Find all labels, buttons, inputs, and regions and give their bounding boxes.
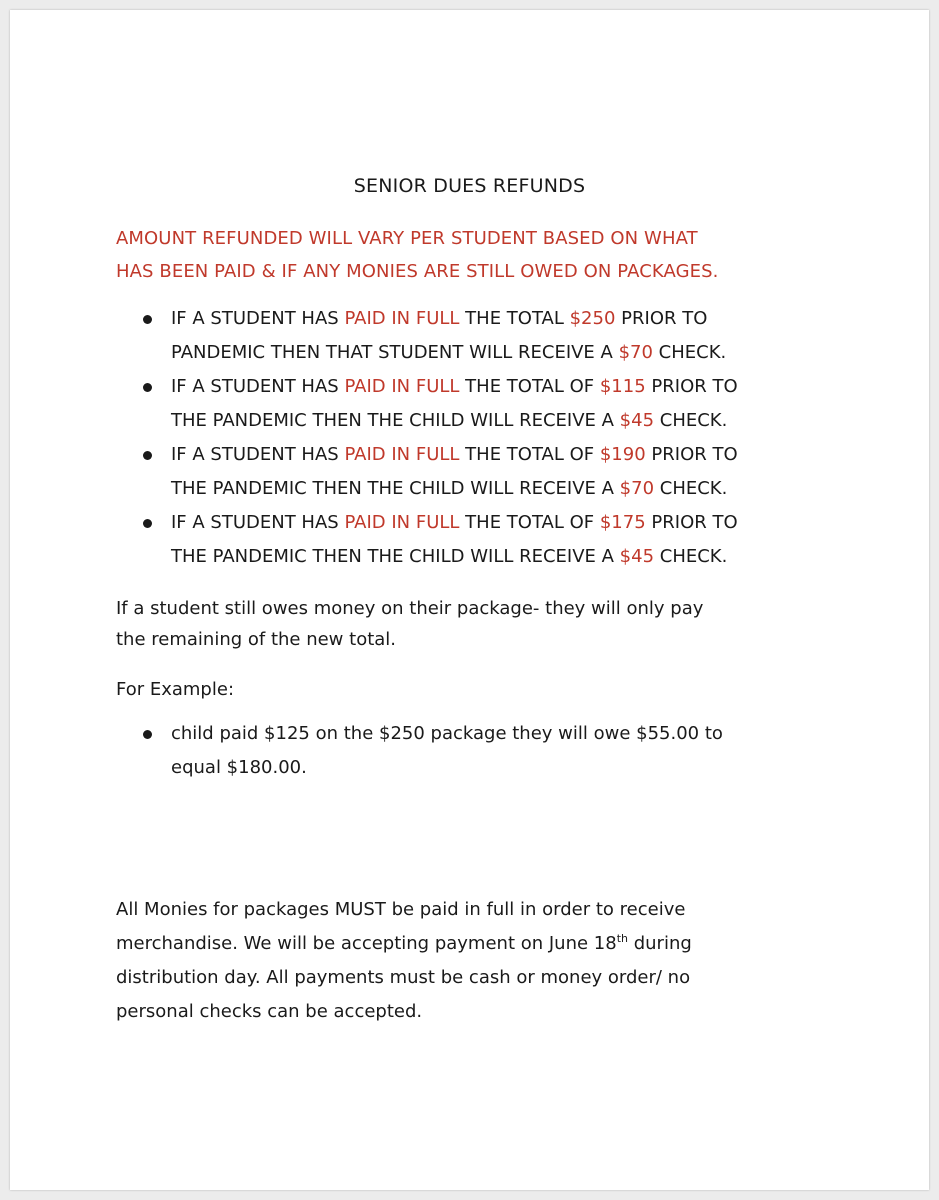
rule-line: THE PANDEMIC THEN THE CHILD WILL RECEIVE A $45 CHECK. — [171, 410, 728, 431]
list-item — [140, 506, 880, 574]
refund-amount: $70 — [619, 478, 655, 499]
example-label: For Example: — [116, 679, 235, 700]
refund-rules-list — [140, 302, 880, 574]
total-amount: $115 — [599, 376, 646, 397]
refund-amount: $45 — [619, 410, 655, 431]
notice-line: HAS BEEN PAID & IF ANY MONIES ARE STILL OWED ON PACKAGES. — [116, 261, 719, 282]
owes-paragraph: If a student still owes money on their package- they will only pay the remaining of the new total. — [116, 598, 704, 650]
refund-amount: $70 — [618, 342, 653, 363]
bullet-icon — [143, 383, 152, 392]
refund-amount: $45 — [619, 546, 655, 567]
list-item — [140, 370, 880, 438]
rule-line: IF A STUDENT HAS PAID IN FULL THE TOTAL $250 PRIOR TO — [171, 308, 708, 329]
rule-line: THE PANDEMIC THEN THE CHILD WILL RECEIVE A $45 CHECK. — [171, 546, 728, 567]
rule-line: IF A STUDENT HAS PAID IN FULL THE TOTAL OF $115 PRIOR TO — [171, 376, 738, 397]
rule-line: PANDEMIC THEN THAT STUDENT WILL RECEIVE A $70 CHECK. — [171, 342, 727, 363]
rule-line: IF A STUDENT HAS PAID IN FULL THE TOTAL OF $190 PRIOR TO — [171, 444, 738, 465]
paid-in-full-highlight: PAID IN FULL — [344, 376, 460, 397]
total-amount: $250 — [569, 308, 616, 329]
refund-notice — [116, 222, 876, 288]
example-list — [140, 717, 880, 785]
rule-line: IF A STUDENT HAS PAID IN FULL THE TOTAL OF $175 PRIOR TO — [171, 512, 738, 533]
list-item — [140, 438, 880, 506]
total-amount: $190 — [599, 444, 646, 465]
rule-line: THE PANDEMIC THEN THE CHILD WILL RECEIVE A $70 CHECK. — [171, 478, 728, 499]
bullet-icon — [143, 519, 152, 528]
paid-in-full-highlight: PAID IN FULL — [344, 308, 460, 329]
bullet-icon — [143, 730, 152, 739]
paid-in-full-highlight: PAID IN FULL — [344, 444, 460, 465]
paid-in-full-highlight: PAID IN FULL — [344, 512, 460, 533]
list-item: child paid $125 on the $250 package they will owe $55.00 to equal $180.00. — [140, 717, 880, 785]
bullet-icon — [143, 451, 152, 460]
list-item — [140, 302, 880, 370]
notice-line: AMOUNT REFUNDED WILL VARY PER STUDENT BASED ON WHAT — [116, 228, 698, 249]
bullet-icon — [143, 315, 152, 324]
total-amount: $175 — [599, 512, 646, 533]
document-title: SENIOR DUES REFUNDS — [353, 175, 586, 197]
closing-paragraph: All Monies for packages MUST be paid in full in order to receive merchandise. We will be accepting payment on June 18th during distribution day. All payments must be cash or money order/ no personal checks can be accepted. — [116, 899, 692, 1022]
